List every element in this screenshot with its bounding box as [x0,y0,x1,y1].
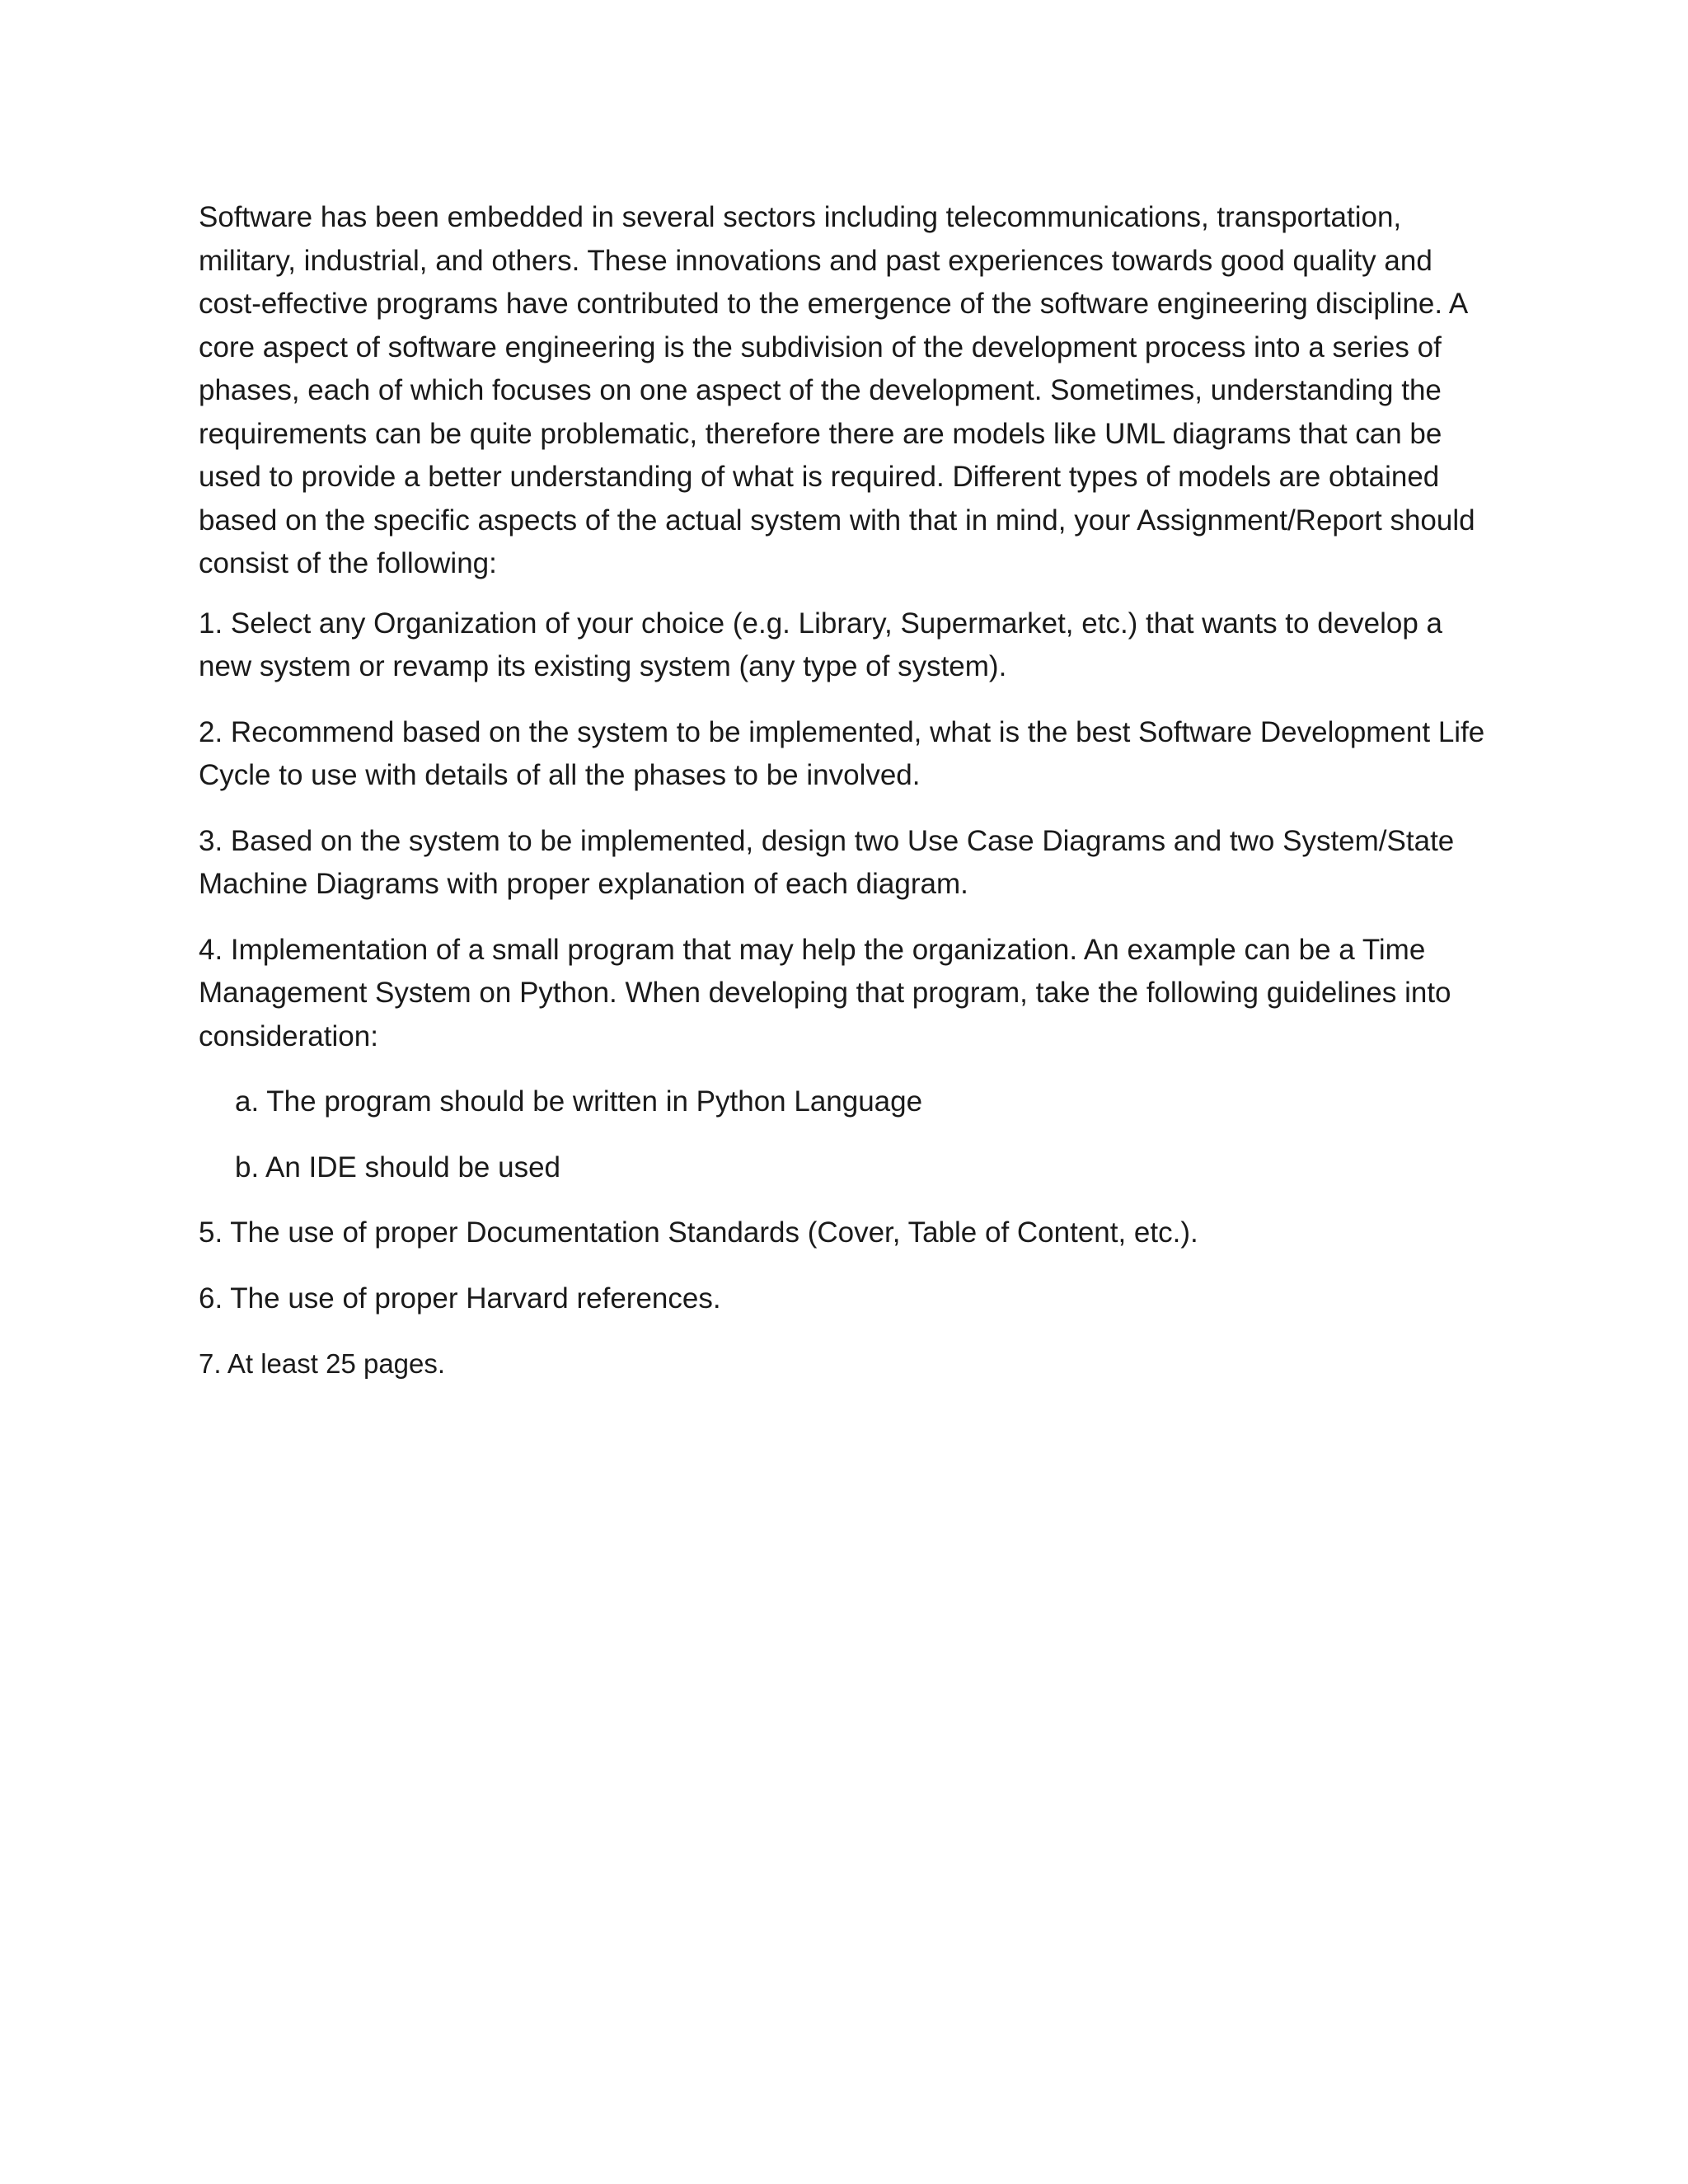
requirement-item-4: 4. Implementation of a small program that may help the organization. An example can be a Time Management System on Python. When developing that program, take the following guidelines into consideration: [199,933,1451,1052]
requirement-item-6: 6. The use of proper Harvard references. [199,1282,721,1315]
requirement-item-3: 3. Based on the system to be implemented, design two Use Case Diagrams and two System/State Machine Diagrams with proper explanation of each diagram. [199,824,1455,900]
requirement-item-1: 1. Select any Organization of your choice (e.g. Library, Supermarket, etc.) that wants to develop a new system or revamp its existing system (any type of system). [199,607,1443,682]
document-body [199,196,1501,1408]
guideline-item-a: a. The program should be written in Python Language [235,1085,923,1118]
guideline-item-b: b. An IDE should be used [235,1151,560,1183]
requirement-item-7: 7. At least 25 pages. [199,1348,446,1379]
intro-paragraph: Software has been embedded in several sectors including telecommunications, transportation, military, industrial, and others. These innovations and past experiences towards good quality and cost-effective programs have contributed to the emergence of the software engineering discipline. A core aspect of software engineering is the subdivision of the development process into a series of phases, each of which focuses on one aspect of the development. Sometimes, understanding the requirements can be quite problematic, therefore there are models like UML diagrams that can be used to provide a better understanding of what is required. Different types of models are obtained based on the specific aspects of the actual system with that in mind, your Assignment/Report should consist of the following: [199,201,1475,579]
requirement-item-2: 2. Recommend based on the system to be implemented, what is the best Software Development Life Cycle to use with details of all the phases to be involved. [199,715,1485,791]
requirement-item-5: 5. The use of proper Documentation Standards (Cover, Table of Content, etc.). [199,1216,1198,1249]
